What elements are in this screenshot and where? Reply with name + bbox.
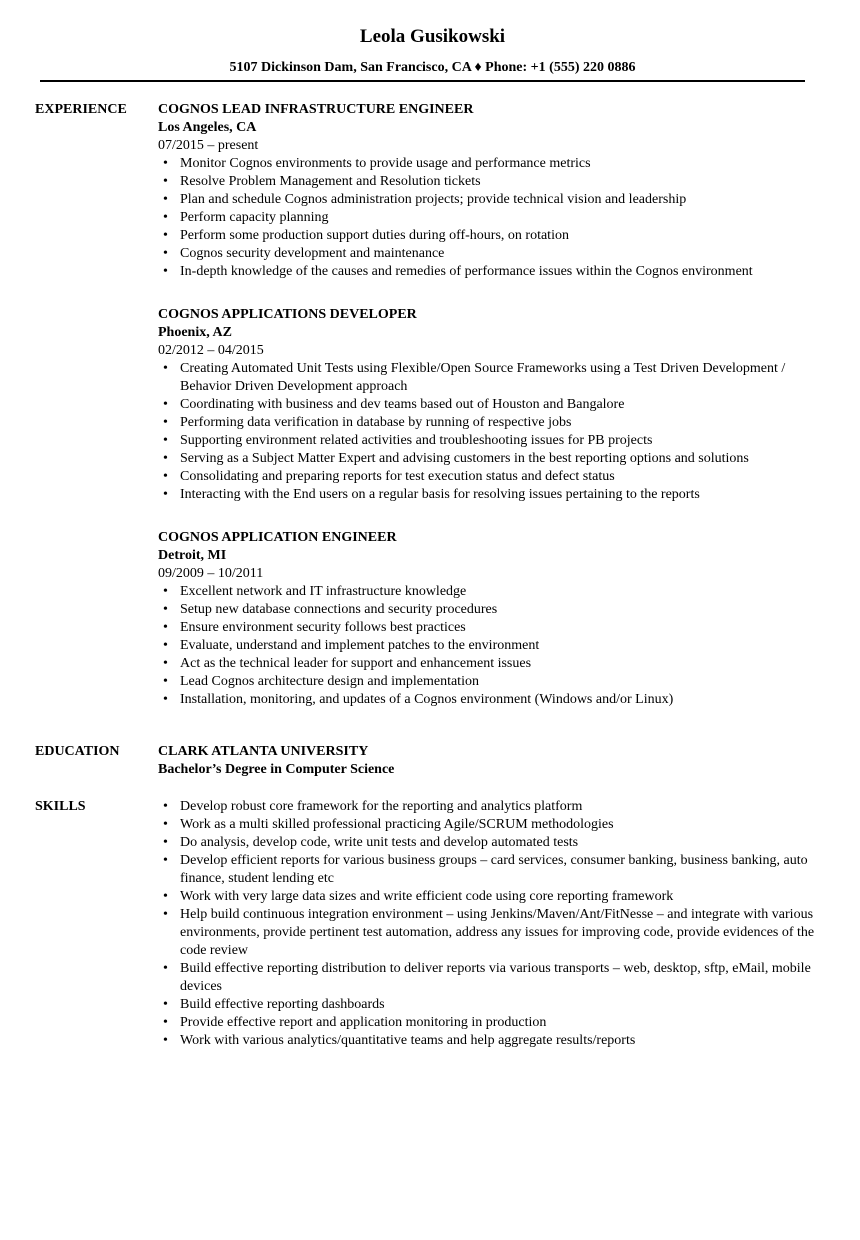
bullet-item: • Creating Automated Unit Tests using Flexible/Open Source Frameworks using a Test Driven Development / Behavior Driven Development approach — [180, 360, 820, 396]
candidate-name: Leola Gusikowski — [359, 26, 506, 47]
bullet-item: • Build effective reporting distribution to deliver reports via various transports – web, desktop, sftp, eMail, mobile devices — [180, 960, 820, 996]
bullet-item: • Plan and schedule Cognos administration projects; provide technical vision and leadership — [180, 191, 820, 209]
bullet-item: • Develop robust core framework for the reporting and analytics platform — [180, 798, 820, 816]
job-location: Los Angeles, CA — [158, 120, 257, 135]
bullet-item: • Work with various analytics/quantitative teams and help aggregate results/reports — [180, 1032, 820, 1050]
experience-section — [35, 101, 820, 734]
bullet-item: • Help build continuous integration environment – using Jenkins/Maven/Ant/FitNesse – and integrate with various environments, provide pertinent test automation, address any issues for improving code, provide evidences of the code review — [180, 906, 820, 960]
bullet-item: • Work with very large data sizes and write efficient code using core reporting framework — [180, 888, 820, 906]
bullet-item: • Setup new database connections and security procedures — [180, 601, 820, 619]
bullet-item: • Work as a multi skilled professional practicing Agile/SCRUM methodologies — [180, 816, 820, 834]
contact-line: 5107 Dickinson Dam, San Francisco, CA ♦ Phone: +1 (555) 220 0886 — [229, 60, 636, 75]
experience-body — [158, 101, 820, 734]
experience-label: EXPERIENCE — [35, 102, 127, 117]
job-dates: 02/2012 – 04/2015 — [158, 343, 264, 358]
degree: Bachelor’s Degree in Computer Science — [158, 762, 395, 777]
school-name: CLARK ATLANTA UNIVERSITY — [158, 744, 369, 759]
skills-body — [158, 798, 820, 1050]
job-location: Phoenix, AZ — [158, 325, 232, 340]
job-title: COGNOS LEAD INFRASTRUCTURE ENGINEER — [158, 102, 474, 117]
skills-bullets — [158, 798, 820, 1050]
bullet-item: • Monitor Cognos environments to provide usage and performance metrics — [180, 155, 820, 173]
bullet-item: • Perform some production support duties during off-hours, on rotation — [180, 227, 820, 245]
job-entry — [158, 101, 820, 281]
job-bullets — [158, 360, 820, 504]
bullet-item: • Ensure environment security follows best practices — [180, 619, 820, 637]
job-dates: 07/2015 – present — [158, 138, 259, 153]
bullet-item: • Develop efficient reports for various business groups – card services, consumer banking, business banking, auto finance, student lending etc — [180, 852, 820, 888]
bullet-item: • Coordinating with business and dev teams based out of Houston and Bangalore — [180, 396, 820, 414]
bullet-item: • In-depth knowledge of the causes and remedies of performance issues within the Cognos environment — [180, 263, 820, 281]
bullet-item: • Performing data verification in database by running of respective jobs — [180, 414, 820, 432]
job-dates: 09/2009 – 10/2011 — [158, 566, 264, 581]
bullet-item: • Evaluate, understand and implement patches to the environment — [180, 637, 820, 655]
education-body — [158, 743, 820, 779]
skills-section — [35, 798, 820, 1050]
bullet-item: • Cognos security development and maintenance — [180, 245, 820, 263]
bullet-item: • Excellent network and IT infrastructure knowledge — [180, 583, 820, 601]
bullet-item: • Interacting with the End users on a regular basis for resolving issues pertaining to the reports — [180, 486, 820, 504]
bullet-item: • Perform capacity planning — [180, 209, 820, 227]
bullet-item: • Supporting environment related activities and troubleshooting issues for PB projects — [180, 432, 820, 450]
bullet-item: • Do analysis, develop code, write unit tests and develop automated tests — [180, 834, 820, 852]
job-bullets — [158, 155, 820, 281]
bullet-item: • Consolidating and preparing reports for test execution status and defect status — [180, 468, 820, 486]
bullet-item: • Serving as a Subject Matter Expert and advising customers in the best reporting options and solutions — [180, 450, 820, 468]
bullet-item: • Installation, monitoring, and updates of a Cognos environment (Windows and/or Linux) — [180, 691, 820, 709]
job-title: COGNOS APPLICATIONS DEVELOPER — [158, 307, 417, 322]
job-entry — [158, 529, 820, 709]
header-divider — [40, 80, 805, 82]
job-entry — [158, 306, 820, 504]
skills-label: SKILLS — [35, 799, 86, 814]
job-title: COGNOS APPLICATION ENGINEER — [158, 530, 397, 545]
education-section — [35, 743, 820, 779]
bullet-item: • Act as the technical leader for support and enhancement issues — [180, 655, 820, 673]
job-bullets — [158, 583, 820, 709]
bullet-item: • Resolve Problem Management and Resolution tickets — [180, 173, 820, 191]
bullet-item: • Build effective reporting dashboards — [180, 996, 820, 1014]
education-label: EDUCATION — [35, 744, 120, 759]
bullet-item: • Lead Cognos architecture design and implementation — [180, 673, 820, 691]
job-location: Detroit, MI — [158, 548, 227, 563]
bullet-item: • Provide effective report and application monitoring in production — [180, 1014, 820, 1032]
